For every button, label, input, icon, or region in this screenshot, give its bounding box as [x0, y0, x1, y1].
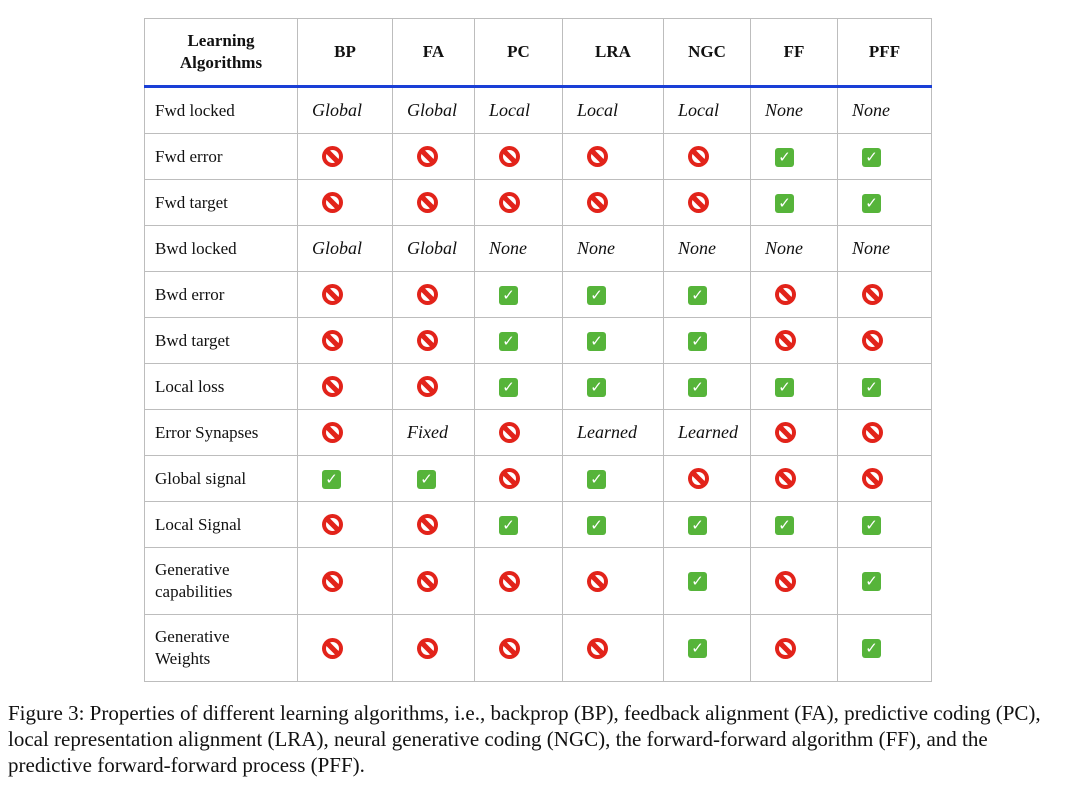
no-entry-icon	[587, 192, 608, 213]
header-learning-algorithms: Learning Algorithms	[145, 19, 298, 87]
no-entry-icon	[322, 514, 343, 535]
table-cell	[298, 410, 393, 456]
check-mark-icon: ✓	[587, 332, 606, 351]
table-cell	[298, 548, 393, 615]
no-entry-icon	[322, 638, 343, 659]
check-mark-icon: ✓	[862, 572, 881, 591]
cell-text: None	[852, 100, 890, 120]
table-cell	[563, 87, 664, 134]
no-entry-icon	[862, 468, 883, 489]
table-cell	[563, 364, 664, 410]
table-cell	[563, 502, 664, 548]
table-cell	[838, 502, 932, 548]
table-cell	[393, 226, 475, 272]
properties-table	[144, 18, 932, 682]
no-entry-icon	[587, 571, 608, 592]
table-cell	[664, 502, 751, 548]
check-mark-icon: ✓	[587, 470, 606, 489]
table-cell	[838, 180, 932, 226]
no-entry-icon	[775, 571, 796, 592]
check-mark-icon: ✓	[688, 639, 707, 658]
table-cell	[751, 615, 838, 682]
no-entry-icon	[688, 146, 709, 167]
no-entry-icon	[499, 422, 520, 443]
table-cell	[838, 272, 932, 318]
no-entry-icon	[775, 422, 796, 443]
table-cell	[838, 456, 932, 502]
no-entry-icon	[688, 192, 709, 213]
header-bp: BP	[298, 19, 393, 87]
check-mark-icon: ✓	[775, 378, 794, 397]
table-row	[145, 87, 932, 134]
header-row	[145, 19, 932, 87]
header-ngc: NGC	[664, 19, 751, 87]
table-cell	[751, 548, 838, 615]
check-mark-icon: ✓	[775, 516, 794, 535]
no-entry-icon	[775, 284, 796, 305]
table-cell	[475, 548, 563, 615]
row-label: Bwd error	[145, 272, 298, 318]
no-entry-icon	[499, 146, 520, 167]
table-cell	[298, 87, 393, 134]
table-cell	[475, 272, 563, 318]
no-entry-icon	[322, 146, 343, 167]
table-cell	[298, 272, 393, 318]
header-fa: FA	[393, 19, 475, 87]
cell-text: None	[852, 238, 890, 258]
cell-text: Learned	[678, 422, 738, 442]
table-row	[145, 615, 932, 682]
table-cell	[563, 272, 664, 318]
table-row	[145, 502, 932, 548]
header-pff: PFF	[838, 19, 932, 87]
row-label: Local Signal	[145, 502, 298, 548]
table-cell	[475, 364, 563, 410]
no-entry-icon	[322, 376, 343, 397]
table-cell	[393, 272, 475, 318]
no-entry-icon	[322, 571, 343, 592]
table-cell	[298, 134, 393, 180]
table-cell	[664, 226, 751, 272]
table-cell	[298, 318, 393, 364]
cell-text: None	[489, 238, 527, 258]
check-mark-icon: ✓	[499, 378, 518, 397]
no-entry-icon	[775, 468, 796, 489]
table-cell	[298, 180, 393, 226]
check-mark-icon: ✓	[499, 286, 518, 305]
table-cell	[475, 134, 563, 180]
check-mark-icon: ✓	[862, 516, 881, 535]
no-entry-icon	[499, 638, 520, 659]
no-entry-icon	[775, 330, 796, 351]
table-cell	[475, 318, 563, 364]
no-entry-icon	[862, 422, 883, 443]
check-mark-icon: ✓	[499, 332, 518, 351]
table-cell	[664, 548, 751, 615]
no-entry-icon	[417, 571, 438, 592]
table-cell	[563, 410, 664, 456]
check-mark-icon: ✓	[499, 516, 518, 535]
check-mark-icon: ✓	[587, 516, 606, 535]
table-row	[145, 364, 932, 410]
table-cell	[393, 502, 475, 548]
no-entry-icon	[417, 376, 438, 397]
table-cell	[664, 134, 751, 180]
table-cell	[298, 456, 393, 502]
cell-text: Global	[407, 238, 458, 258]
table-body	[145, 87, 932, 682]
row-label: Fwd error	[145, 134, 298, 180]
table-cell	[751, 364, 838, 410]
table-cell	[838, 410, 932, 456]
figure-caption: Figure 3: Properties of different learning algorithms, i.e., backprop (BP), feedback alignment (FA), predictive coding (PC), local representation alignment (LRA), neural generative coding (NGC), the forward-forward algorithm (FF), and the predictive forward-forward process (PFF).	[8, 701, 1041, 777]
no-entry-icon	[587, 146, 608, 167]
row-label: Fwd target	[145, 180, 298, 226]
table-cell	[664, 318, 751, 364]
table-cell	[298, 364, 393, 410]
no-entry-icon	[688, 468, 709, 489]
no-entry-icon	[322, 192, 343, 213]
no-entry-icon	[322, 330, 343, 351]
table-cell	[393, 410, 475, 456]
table-cell	[393, 548, 475, 615]
header-pc: PC	[475, 19, 563, 87]
table-cell	[393, 180, 475, 226]
row-label: Error Synapses	[145, 410, 298, 456]
row-label: Local loss	[145, 364, 298, 410]
table-cell	[751, 502, 838, 548]
table-row	[145, 318, 932, 364]
table-cell	[393, 87, 475, 134]
table-cell	[838, 134, 932, 180]
table-cell	[475, 410, 563, 456]
cell-text: Global	[407, 100, 458, 120]
cell-text: Fixed	[407, 422, 448, 442]
check-mark-icon: ✓	[688, 286, 707, 305]
check-mark-icon: ✓	[688, 332, 707, 351]
table-cell	[475, 456, 563, 502]
row-label: Bwd target	[145, 318, 298, 364]
table-cell	[563, 226, 664, 272]
table-cell	[751, 180, 838, 226]
row-label: Generative Weights	[145, 615, 298, 682]
table-cell	[664, 87, 751, 134]
table-cell	[838, 226, 932, 272]
check-mark-icon: ✓	[688, 378, 707, 397]
check-mark-icon: ✓	[688, 516, 707, 535]
no-entry-icon	[417, 638, 438, 659]
no-entry-icon	[417, 284, 438, 305]
no-entry-icon	[587, 638, 608, 659]
table-cell	[475, 502, 563, 548]
table-cell	[563, 180, 664, 226]
table-row	[145, 272, 932, 318]
no-entry-icon	[417, 146, 438, 167]
table-cell	[393, 615, 475, 682]
check-mark-icon: ✓	[322, 470, 341, 489]
row-label: Generative capabilities	[145, 548, 298, 615]
row-label: Bwd locked	[145, 226, 298, 272]
header-lra: LRA	[563, 19, 664, 87]
table-cell	[298, 502, 393, 548]
no-entry-icon	[417, 330, 438, 351]
table-cell	[751, 456, 838, 502]
header-ff: FF	[751, 19, 838, 87]
no-entry-icon	[499, 192, 520, 213]
table-cell	[751, 134, 838, 180]
table-cell	[475, 180, 563, 226]
table-cell	[298, 226, 393, 272]
table-cell	[563, 548, 664, 615]
table-row	[145, 134, 932, 180]
table-cell	[664, 410, 751, 456]
no-entry-icon	[499, 468, 520, 489]
table-cell	[838, 615, 932, 682]
table-row	[145, 456, 932, 502]
table-cell	[751, 410, 838, 456]
check-mark-icon: ✓	[688, 572, 707, 591]
table-cell	[664, 364, 751, 410]
table-cell	[475, 615, 563, 682]
check-mark-icon: ✓	[862, 639, 881, 658]
check-mark-icon: ✓	[417, 470, 436, 489]
table-cell	[664, 615, 751, 682]
no-entry-icon	[417, 192, 438, 213]
table-cell	[838, 548, 932, 615]
table-row	[145, 410, 932, 456]
table-cell	[393, 456, 475, 502]
table-cell	[475, 226, 563, 272]
no-entry-icon	[499, 571, 520, 592]
check-mark-icon: ✓	[862, 194, 881, 213]
check-mark-icon: ✓	[587, 286, 606, 305]
cell-text: Local	[678, 100, 720, 120]
no-entry-icon	[775, 638, 796, 659]
cell-text: Global	[312, 238, 363, 258]
table-cell	[664, 272, 751, 318]
no-entry-icon	[322, 422, 343, 443]
cell-text: None	[765, 100, 803, 120]
table-row	[145, 548, 932, 615]
table-cell	[393, 318, 475, 364]
table-cell	[751, 87, 838, 134]
table-cell	[838, 364, 932, 410]
check-mark-icon: ✓	[775, 194, 794, 213]
table-cell	[298, 615, 393, 682]
table-cell	[393, 364, 475, 410]
table-cell	[664, 180, 751, 226]
table-cell	[475, 87, 563, 134]
cell-text: None	[678, 238, 716, 258]
table-cell	[751, 318, 838, 364]
no-entry-icon	[862, 330, 883, 351]
table-cell	[838, 318, 932, 364]
row-label: Global signal	[145, 456, 298, 502]
no-entry-icon	[862, 284, 883, 305]
row-label: Fwd locked	[145, 87, 298, 134]
cell-text: Local	[489, 100, 531, 120]
table-cell	[664, 456, 751, 502]
table-row	[145, 226, 932, 272]
cell-text: None	[765, 238, 803, 258]
table-cell	[563, 615, 664, 682]
table-cell	[563, 134, 664, 180]
table-cell	[838, 87, 932, 134]
table-cell	[751, 272, 838, 318]
table-cell	[563, 318, 664, 364]
table-cell	[751, 226, 838, 272]
no-entry-icon	[322, 284, 343, 305]
check-mark-icon: ✓	[775, 148, 794, 167]
check-mark-icon: ✓	[862, 148, 881, 167]
cell-text: None	[577, 238, 615, 258]
check-mark-icon: ✓	[587, 378, 606, 397]
table-cell	[563, 456, 664, 502]
check-mark-icon: ✓	[862, 378, 881, 397]
table-cell	[393, 134, 475, 180]
cell-text: Global	[312, 100, 363, 120]
table-row	[145, 180, 932, 226]
cell-text: Learned	[577, 422, 637, 442]
no-entry-icon	[417, 514, 438, 535]
cell-text: Local	[577, 100, 619, 120]
